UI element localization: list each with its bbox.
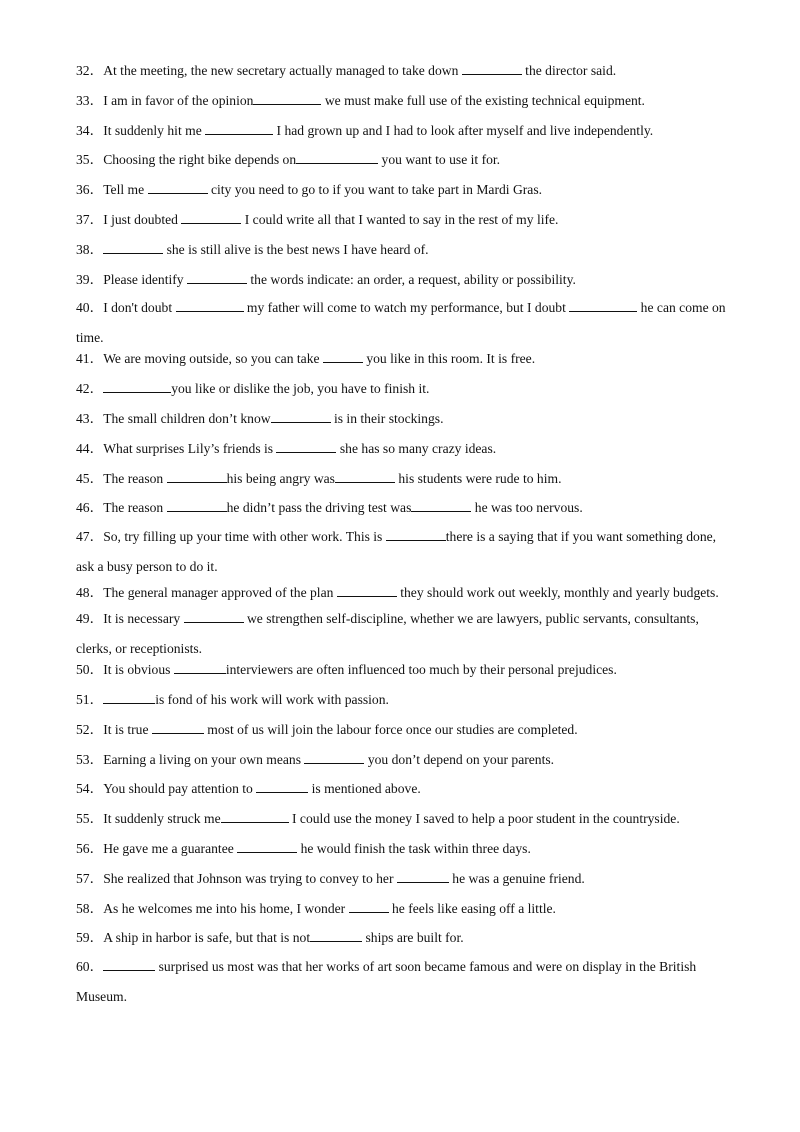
question-text: is fond of his work will work with passion. [155,691,389,707]
answer-blank[interactable] [386,529,446,541]
question-text: you like in this room. It is free. [362,351,536,367]
answer-blank[interactable] [296,152,378,164]
question-text: they should work out weekly, monthly and yearly budgets. [396,585,719,601]
question-number: 48． [76,585,104,601]
answer-blank[interactable] [103,692,155,704]
question-text: you like or dislike the job, you have to finish it. [171,381,430,397]
question-number: 57． [76,870,104,886]
answer-blank[interactable] [205,123,273,135]
question-text: The reason [103,500,167,516]
question-item [76,61,726,80]
question-item [76,210,726,229]
question-text: He gave me a guarantee [103,840,238,856]
question-item [76,720,726,739]
question-number: 42． [76,381,104,397]
question-number: 38． [76,241,104,257]
question-item [76,498,726,517]
answer-blank[interactable] [103,242,163,254]
question-number: 41． [76,351,104,367]
question-number: 47． [76,529,104,545]
question-text: he didn’t pass the driving test was [226,500,412,516]
question-text: city you need to go to if you want to take part in Mardi Gras. [207,182,543,198]
question-item [76,869,726,888]
question-text: interviewers are often influenced too much by their personal prejudices. [225,662,617,678]
question-text: he can come on time. [76,300,726,346]
answer-blank[interactable] [187,272,247,284]
question-text: A ship in harbor is safe, but that is not [103,930,311,946]
question-text: is mentioned above. [308,781,421,797]
question-text: surprised us most was that her works of art soon became famous and were on display in the British Museum. [76,959,697,1005]
question-item [76,150,726,169]
answer-blank[interactable] [271,411,331,423]
question-item [76,928,726,947]
question-number: 55． [76,811,104,827]
question-item [76,91,726,110]
question-number: 33． [76,92,104,108]
question-number: 53． [76,751,104,767]
answer-blank[interactable] [167,500,227,512]
question-item [76,604,726,664]
question-text: It is true [103,721,152,737]
question-text: the words indicate: an order, a request, ability or possibility. [247,271,576,287]
answer-blank[interactable] [103,381,171,393]
question-text: he feels like easing off a little. [388,900,556,916]
question-text: Choosing the right bike depends on [103,152,297,168]
question-text: there is a saying that if you want something done, ask a busy person to do it. [76,529,717,575]
question-text: It is necessary [103,611,184,627]
question-text: She realized that Johnson was trying to convey to her [103,870,397,886]
question-number: 51． [76,691,104,707]
question-text: the director said. [521,63,617,78]
answer-blank[interactable] [221,811,289,823]
question-number: 43． [76,410,104,426]
question-text: his students were rude to him. [394,470,562,486]
question-item [76,240,726,259]
question-item [76,952,726,1012]
question-text: We are moving outside, so you can take [103,351,323,367]
question-number: 60． [76,959,104,975]
question-number: 37． [76,211,104,227]
answer-blank[interactable] [411,500,471,512]
question-text: Earning a living on your own means [103,751,305,767]
question-item [76,469,726,488]
answer-blank[interactable] [184,611,244,623]
answer-blank[interactable] [462,63,522,75]
question-item [76,379,726,398]
answer-blank[interactable] [253,93,321,105]
question-number: 54． [76,781,104,797]
question-text: we must make full use of the existing technical equipment. [321,92,645,108]
question-text: I could write all that I wanted to say in the rest of my life. [241,211,559,227]
answer-blank[interactable] [148,182,208,194]
question-item [76,180,726,199]
question-item [76,809,726,828]
question-number: 58． [76,900,104,916]
question-text: she has so many crazy ideas. [336,440,497,456]
question-text: most of us will join the labour force once our studies are completed. [203,721,578,737]
question-item [76,270,726,289]
question-text: she is still alive is the best news I have heard of. [163,241,429,257]
question-text: I don't doubt [103,300,176,316]
answer-blank[interactable] [397,871,449,883]
question-text: The small children don’t know [103,410,271,426]
question-number: 50． [76,662,104,678]
question-number: 56． [76,840,104,856]
question-item [76,409,726,428]
question-number: 36． [76,182,104,198]
question-item [76,899,726,918]
question-item [76,779,726,798]
question-item [76,750,726,769]
question-number: 45． [76,470,104,486]
question-text: I am in favor of the opinion [103,92,254,108]
question-text: You should pay attention to [103,781,257,797]
answer-blank[interactable] [337,585,397,597]
question-item [76,349,726,368]
question-text: is in their stockings. [330,410,444,426]
question-text: my father will come to watch my performance, but I doubt [243,300,570,316]
answer-blank[interactable] [256,781,308,793]
question-number: 44． [76,440,104,456]
answer-blank[interactable] [323,351,363,363]
question-text: you want to use it for. [378,152,501,168]
answer-blank[interactable] [335,471,395,483]
answer-blank[interactable] [304,752,364,764]
question-text: he was too nervous. [471,500,583,516]
question-text: ships are built for. [362,930,464,946]
question-text: What surprises Lily’s friends is [103,440,277,456]
question-text: The general manager approved of the plan [103,585,337,601]
question-list [76,61,726,1012]
question-text: I had grown up and I had to look after myself and live independently. [273,122,654,138]
question-text: I could use the money I saved to help a poor student in the countryside. [288,811,680,827]
question-text: Tell me [103,182,148,198]
question-text: his being angry was [226,470,335,486]
question-item [76,839,726,858]
question-text: he was a genuine friend. [448,870,585,886]
question-item [76,660,726,679]
question-text: Please identify [103,271,187,287]
question-item [76,439,726,458]
answer-blank[interactable] [176,300,244,312]
answer-blank[interactable] [174,662,226,674]
question-item [76,522,726,582]
question-text: So, try filling up your time with other work. This is [103,529,386,545]
answer-blank[interactable] [349,901,389,913]
answer-blank[interactable] [103,959,155,971]
question-text: At the meeting, the new secretary actually managed to take down [103,63,462,78]
question-item [76,293,726,353]
question-number: 35． [76,152,104,168]
question-text: It suddenly hit me [103,122,206,138]
answer-blank[interactable] [181,212,241,224]
answer-blank[interactable] [167,471,227,483]
question-text: As he welcomes me into his home, I wonder [103,900,349,916]
answer-blank[interactable] [276,441,336,453]
question-text: It suddenly struck me [103,811,221,827]
question-text: It is obvious [103,662,174,678]
question-number: 49． [76,611,104,627]
question-text: we strengthen self-discipline, whether we are lawyers, public servants, consultants, clerks, or receptionists. [76,611,699,657]
answer-blank[interactable] [152,722,204,734]
question-text: The reason [103,470,167,486]
answer-blank[interactable] [569,300,637,312]
question-number: 59． [76,930,104,946]
question-number: 32． [76,63,104,78]
question-number: 39． [76,271,104,287]
question-text: I just doubted [103,211,182,227]
question-number: 40． [76,300,104,316]
question-item [76,121,726,140]
question-item [76,690,726,709]
question-text: you don’t depend on your parents. [364,751,555,767]
answer-blank[interactable] [310,930,362,942]
question-text: he would finish the task within three days. [297,840,531,856]
question-number: 34． [76,122,104,138]
answer-blank[interactable] [237,841,297,853]
question-number: 46． [76,500,104,516]
question-number: 52． [76,721,104,737]
